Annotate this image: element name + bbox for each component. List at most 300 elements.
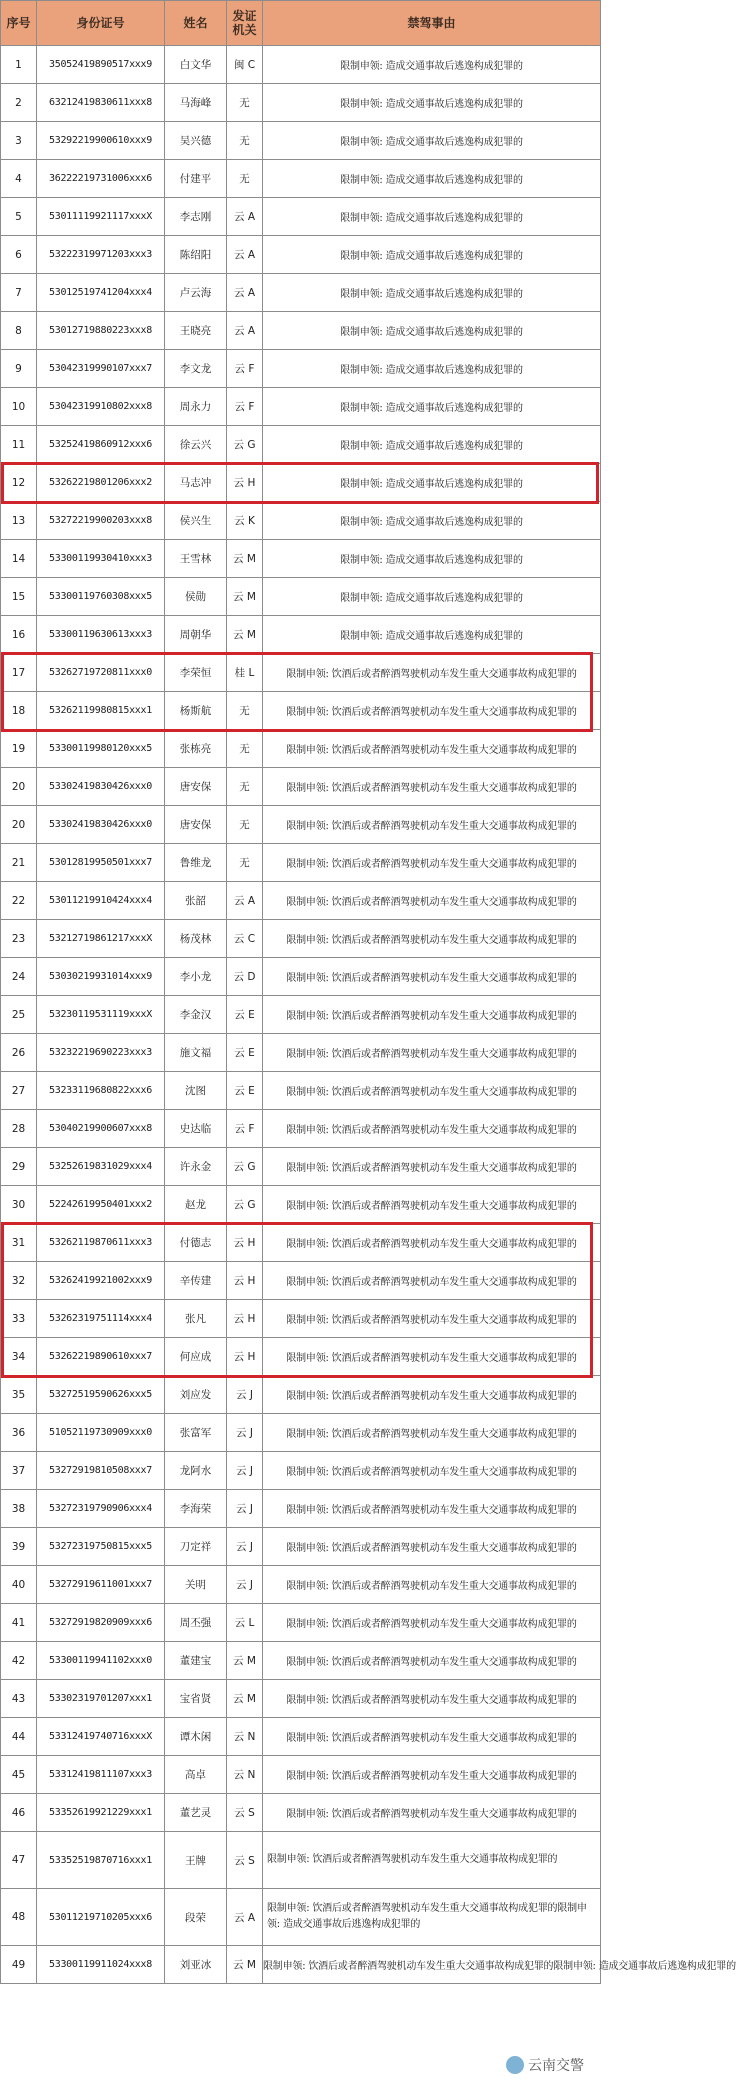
table-row	[1, 84, 601, 122]
cell-ban-reason: 限制申领: 造成交通事故后逃逸构成犯罪的	[263, 616, 601, 654]
table-row	[1, 1110, 601, 1148]
cell-ban-reason: 限制申领: 饮酒后或者醉酒驾驶机动车发生重大交通事故构成犯罪的	[263, 844, 601, 882]
cell-issuing-authority: 云 G	[227, 426, 263, 464]
cell-name: 马志冲	[165, 464, 227, 502]
cell-ban-reason: 限制申领: 造成交通事故后逃逸构成犯罪的	[263, 426, 601, 464]
header-row	[1, 1, 601, 46]
table-row	[1, 958, 601, 996]
header-seq: 序号	[1, 1, 37, 46]
cell-name: 刀定祥	[165, 1528, 227, 1566]
cell-seq: 14	[1, 540, 37, 578]
table-row	[1, 1452, 601, 1490]
cell-issuing-authority: 云 J	[227, 1566, 263, 1604]
cell-ban-reason: 限制申领: 饮酒后或者醉酒驾驶机动车发生重大交通事故构成犯罪的	[263, 692, 601, 730]
cell-id-number: 53272919611001xxx7	[37, 1566, 165, 1604]
cell-id-number: 53300119930410xxx3	[37, 540, 165, 578]
cell-name: 辛传建	[165, 1262, 227, 1300]
cell-issuing-authority: 云 M	[227, 540, 263, 578]
cell-id-number: 53011119921117xxxX	[37, 198, 165, 236]
table-row	[1, 578, 601, 616]
cell-name: 马海峰	[165, 84, 227, 122]
cell-name: 宝省贤	[165, 1680, 227, 1718]
cell-seq: 11	[1, 426, 37, 464]
cell-name: 刘应发	[165, 1376, 227, 1414]
cell-seq: 10	[1, 388, 37, 426]
cell-seq: 30	[1, 1186, 37, 1224]
cell-ban-reason: 限制申领: 饮酒后或者醉酒驾驶机动车发生重大交通事故构成犯罪的	[263, 1680, 601, 1718]
cell-id-number: 36222219731006xxx6	[37, 160, 165, 198]
cell-seq: 46	[1, 1794, 37, 1832]
cell-seq: 33	[1, 1300, 37, 1338]
cell-name: 周丕强	[165, 1604, 227, 1642]
cell-id-number: 53012519741204xxx4	[37, 274, 165, 312]
cell-issuing-authority: 云 H	[227, 1338, 263, 1376]
cell-ban-reason: 限制申领: 饮酒后或者醉酒驾驶机动车发生重大交通事故构成犯罪的限制申领: 造成交通事故后逃逸构成犯罪的	[263, 1889, 601, 1946]
cell-ban-reason: 限制申领: 饮酒后或者醉酒驾驶机动车发生重大交通事故构成犯罪的	[263, 1110, 601, 1148]
cell-ban-reason: 限制申领: 饮酒后或者醉酒驾驶机动车发生重大交通事故构成犯罪的	[263, 920, 601, 958]
header-name: 姓名	[165, 1, 227, 46]
cell-seq: 27	[1, 1072, 37, 1110]
table-row	[1, 1642, 601, 1680]
table-row	[1, 1414, 601, 1452]
cell-id-number: 53302419830426xxx0	[37, 806, 165, 844]
table-row	[1, 616, 601, 654]
cell-id-number: 53302319701207xxx1	[37, 1680, 165, 1718]
cell-seq: 24	[1, 958, 37, 996]
table-row	[1, 122, 601, 160]
table-row	[1, 464, 601, 502]
cell-seq: 19	[1, 730, 37, 768]
cell-ban-reason: 限制申领: 饮酒后或者醉酒驾驶机动车发生重大交通事故构成犯罪的	[263, 1642, 601, 1680]
cell-name: 李小龙	[165, 958, 227, 996]
cell-ban-reason: 限制申领: 饮酒后或者醉酒驾驶机动车发生重大交通事故构成犯罪的	[263, 1832, 601, 1889]
cell-ban-reason: 限制申领: 饮酒后或者醉酒驾驶机动车发生重大交通事故构成犯罪的	[263, 1186, 601, 1224]
cell-seq: 44	[1, 1718, 37, 1756]
cell-seq: 21	[1, 844, 37, 882]
header-ban-reason: 禁驾事由	[263, 1, 601, 46]
cell-name: 董艺灵	[165, 1794, 227, 1832]
cell-id-number: 53252619831029xxx4	[37, 1148, 165, 1186]
cell-ban-reason: 限制申领: 造成交通事故后逃逸构成犯罪的	[263, 578, 601, 616]
cell-issuing-authority: 云 A	[227, 236, 263, 274]
cell-ban-reason: 限制申领: 饮酒后或者醉酒驾驶机动车发生重大交通事故构成犯罪的	[263, 1072, 601, 1110]
cell-issuing-authority: 无	[227, 768, 263, 806]
table-row	[1, 730, 601, 768]
cell-name: 周朝华	[165, 616, 227, 654]
cell-ban-reason: 限制申领: 饮酒后或者醉酒驾驶机动车发生重大交通事故构成犯罪的	[263, 1718, 601, 1756]
cell-seq: 5	[1, 198, 37, 236]
cell-issuing-authority: 云 F	[227, 350, 263, 388]
table-row	[1, 1604, 601, 1642]
cell-issuing-authority: 云 M	[227, 578, 263, 616]
cell-name: 李志刚	[165, 198, 227, 236]
cell-name: 李海荣	[165, 1490, 227, 1528]
cell-id-number: 53212719861217xxxX	[37, 920, 165, 958]
cell-issuing-authority: 云 J	[227, 1414, 263, 1452]
cell-name: 侯兴生	[165, 502, 227, 540]
cell-ban-reason: 限制申领: 饮酒后或者醉酒驾驶机动车发生重大交通事故构成犯罪的	[263, 654, 601, 692]
cell-ban-reason: 限制申领: 造成交通事故后逃逸构成犯罪的	[263, 312, 601, 350]
cell-issuing-authority: 云 J	[227, 1528, 263, 1566]
cell-seq: 39	[1, 1528, 37, 1566]
cell-issuing-authority: 云 G	[227, 1186, 263, 1224]
cell-seq: 20	[1, 768, 37, 806]
table-row	[1, 540, 601, 578]
cell-name: 张富军	[165, 1414, 227, 1452]
cell-issuing-authority: 云 A	[227, 1889, 263, 1946]
cell-id-number: 53292219900610xxx9	[37, 122, 165, 160]
cell-name: 杨茂林	[165, 920, 227, 958]
table-row	[1, 1528, 601, 1566]
cell-ban-reason: 限制申领: 造成交通事故后逃逸构成犯罪的	[263, 122, 601, 160]
table-row	[1, 1490, 601, 1528]
cell-id-number: 35052419890517xxx9	[37, 46, 165, 84]
cell-issuing-authority: 云 E	[227, 996, 263, 1034]
cell-issuing-authority: 云 C	[227, 920, 263, 958]
cell-issuing-authority: 云 H	[227, 1300, 263, 1338]
cell-ban-reason: 限制申领: 造成交通事故后逃逸构成犯罪的	[263, 198, 601, 236]
table-row	[1, 1148, 601, 1186]
cell-seq: 45	[1, 1756, 37, 1794]
cell-issuing-authority: 云 H	[227, 464, 263, 502]
cell-id-number: 53300119911024xxx8	[37, 1946, 165, 1984]
cell-name: 付德志	[165, 1224, 227, 1262]
cell-seq: 20	[1, 806, 37, 844]
cell-ban-reason: 限制申领: 饮酒后或者醉酒驾驶机动车发生重大交通事故构成犯罪的	[263, 1224, 601, 1262]
cell-id-number: 53012719880223xxx8	[37, 312, 165, 350]
cell-issuing-authority: 云 E	[227, 1072, 263, 1110]
table-row	[1, 844, 601, 882]
cell-seq: 35	[1, 1376, 37, 1414]
table-row	[1, 882, 601, 920]
cell-id-number: 53302419830426xxx0	[37, 768, 165, 806]
cell-name: 王雪林	[165, 540, 227, 578]
cell-seq: 3	[1, 122, 37, 160]
cell-issuing-authority: 云 E	[227, 1034, 263, 1072]
table-row	[1, 426, 601, 464]
cell-issuing-authority: 云 G	[227, 1148, 263, 1186]
cell-name: 李金汉	[165, 996, 227, 1034]
cell-issuing-authority: 云 S	[227, 1832, 263, 1889]
cell-seq: 25	[1, 996, 37, 1034]
cell-id-number: 63212419830611xxx8	[37, 84, 165, 122]
cell-issuing-authority: 云 J	[227, 1452, 263, 1490]
cell-name: 何应成	[165, 1338, 227, 1376]
cell-issuing-authority: 云 H	[227, 1224, 263, 1262]
cell-ban-reason: 限制申领: 饮酒后或者醉酒驾驶机动车发生重大交通事故构成犯罪的	[263, 1528, 601, 1566]
cell-seq: 32	[1, 1262, 37, 1300]
table-row	[1, 388, 601, 426]
cell-ban-reason: 限制申领: 饮酒后或者醉酒驾驶机动车发生重大交通事故构成犯罪的	[263, 1148, 601, 1186]
cell-issuing-authority: 云 F	[227, 388, 263, 426]
cell-name: 唐安保	[165, 768, 227, 806]
cell-issuing-authority: 云 K	[227, 502, 263, 540]
cell-issuing-authority: 云 F	[227, 1110, 263, 1148]
cell-ban-reason: 限制申领: 造成交通事故后逃逸构成犯罪的	[263, 84, 601, 122]
cell-name: 关明	[165, 1566, 227, 1604]
cell-seq: 6	[1, 236, 37, 274]
cell-name: 王晓亮	[165, 312, 227, 350]
cell-seq: 7	[1, 274, 37, 312]
table-row	[1, 920, 601, 958]
cell-ban-reason: 限制申领: 饮酒后或者醉酒驾驶机动车发生重大交通事故构成犯罪的限制申领: 造成交通事故后逃逸构成犯罪的	[263, 1946, 601, 1984]
cell-id-number: 53300119760308xxx5	[37, 578, 165, 616]
cell-seq: 15	[1, 578, 37, 616]
cell-id-number: 53042319990107xxx7	[37, 350, 165, 388]
cell-id-number: 53312419811107xxx3	[37, 1756, 165, 1794]
table-row	[1, 1794, 601, 1832]
cell-id-number: 53012819950501xxx7	[37, 844, 165, 882]
cell-ban-reason: 限制申领: 造成交通事故后逃逸构成犯罪的	[263, 540, 601, 578]
cell-seq: 29	[1, 1148, 37, 1186]
cell-name: 王牌	[165, 1832, 227, 1889]
cell-id-number: 53352619921229xxx1	[37, 1794, 165, 1832]
table-row	[1, 46, 601, 84]
cell-seq: 1	[1, 46, 37, 84]
cell-ban-reason: 限制申领: 造成交通事故后逃逸构成犯罪的	[263, 502, 601, 540]
cell-ban-reason: 限制申领: 饮酒后或者醉酒驾驶机动车发生重大交通事故构成犯罪的	[263, 1490, 601, 1528]
cell-issuing-authority: 云 L	[227, 1604, 263, 1642]
cell-issuing-authority: 云 D	[227, 958, 263, 996]
cell-id-number: 53300119980120xxx5	[37, 730, 165, 768]
cell-issuing-authority: 无	[227, 122, 263, 160]
cell-name: 侯勋	[165, 578, 227, 616]
cell-ban-reason: 限制申领: 饮酒后或者醉酒驾驶机动车发生重大交通事故构成犯罪的	[263, 882, 601, 920]
cell-ban-reason: 限制申领: 饮酒后或者醉酒驾驶机动车发生重大交通事故构成犯罪的	[263, 1756, 601, 1794]
cell-name: 徐云兴	[165, 426, 227, 464]
cell-id-number: 53300119941102xxx0	[37, 1642, 165, 1680]
cell-ban-reason: 限制申领: 饮酒后或者醉酒驾驶机动车发生重大交通事故构成犯罪的	[263, 806, 601, 844]
cell-seq: 17	[1, 654, 37, 692]
cell-name: 付建平	[165, 160, 227, 198]
cell-id-number: 53222319971203xxx3	[37, 236, 165, 274]
cell-issuing-authority: 云 A	[227, 312, 263, 350]
table-row	[1, 996, 601, 1034]
cell-id-number: 53300119630613xxx3	[37, 616, 165, 654]
table-row	[1, 198, 601, 236]
table-row	[1, 236, 601, 274]
cell-name: 刘亚冰	[165, 1946, 227, 1984]
table-row	[1, 1566, 601, 1604]
cell-name: 卢云海	[165, 274, 227, 312]
cell-seq: 22	[1, 882, 37, 920]
cell-issuing-authority: 云 A	[227, 882, 263, 920]
cell-name: 段荣	[165, 1889, 227, 1946]
table-row	[1, 1224, 601, 1262]
cell-issuing-authority: 无	[227, 844, 263, 882]
table-row	[1, 1680, 601, 1718]
cell-id-number: 53262419921002xxx9	[37, 1262, 165, 1300]
cell-issuing-authority: 云 M	[227, 1680, 263, 1718]
cell-id-number: 53272919820909xxx6	[37, 1604, 165, 1642]
cell-seq: 40	[1, 1566, 37, 1604]
cell-ban-reason: 限制申领: 饮酒后或者醉酒驾驶机动车发生重大交通事故构成犯罪的	[263, 730, 601, 768]
cell-id-number: 53272219900203xxx8	[37, 502, 165, 540]
cell-ban-reason: 限制申领: 造成交通事故后逃逸构成犯罪的	[263, 350, 601, 388]
cell-ban-reason: 限制申领: 饮酒后或者醉酒驾驶机动车发生重大交通事故构成犯罪的	[263, 1376, 601, 1414]
cell-name: 陈绍阳	[165, 236, 227, 274]
cell-id-number: 53042319910802xxx8	[37, 388, 165, 426]
cell-name: 张韶	[165, 882, 227, 920]
cell-ban-reason: 限制申领: 饮酒后或者醉酒驾驶机动车发生重大交通事故构成犯罪的	[263, 1034, 601, 1072]
cell-ban-reason: 限制申领: 饮酒后或者醉酒驾驶机动车发生重大交通事故构成犯罪的	[263, 958, 601, 996]
cell-ban-reason: 限制申领: 饮酒后或者醉酒驾驶机动车发生重大交通事故构成犯罪的	[263, 1262, 601, 1300]
cell-seq: 13	[1, 502, 37, 540]
cell-seq: 9	[1, 350, 37, 388]
table-row	[1, 806, 601, 844]
cell-name: 谭木闲	[165, 1718, 227, 1756]
cell-name: 许永金	[165, 1148, 227, 1186]
cell-issuing-authority: 无	[227, 692, 263, 730]
table-row	[1, 350, 601, 388]
cell-ban-reason: 限制申领: 饮酒后或者醉酒驾驶机动车发生重大交通事故构成犯罪的	[263, 1794, 601, 1832]
header-issuing-authority: 发证 机关	[227, 1, 263, 46]
table-row	[1, 1186, 601, 1224]
cell-ban-reason: 限制申领: 饮酒后或者醉酒驾驶机动车发生重大交通事故构成犯罪的	[263, 768, 601, 806]
cell-seq: 18	[1, 692, 37, 730]
cell-id-number: 53252419860912xxx6	[37, 426, 165, 464]
cell-seq: 26	[1, 1034, 37, 1072]
table-row	[1, 1262, 601, 1300]
cell-issuing-authority: 云 J	[227, 1490, 263, 1528]
watermark	[500, 2053, 590, 2077]
cell-issuing-authority: 云 M	[227, 1946, 263, 1984]
cell-issuing-authority: 云 S	[227, 1794, 263, 1832]
table-row	[1, 692, 601, 730]
cell-seq: 2	[1, 84, 37, 122]
cell-ban-reason: 限制申领: 饮酒后或者醉酒驾驶机动车发生重大交通事故构成犯罪的	[263, 1452, 601, 1490]
table-row	[1, 1756, 601, 1794]
cell-id-number: 53230119531119xxxX	[37, 996, 165, 1034]
cell-ban-reason: 限制申领: 饮酒后或者醉酒驾驶机动车发生重大交通事故构成犯罪的	[263, 1300, 601, 1338]
cell-id-number: 53312419740716xxxX	[37, 1718, 165, 1756]
cell-ban-reason: 限制申领: 造成交通事故后逃逸构成犯罪的	[263, 46, 601, 84]
cell-name: 李文龙	[165, 350, 227, 388]
table-row	[1, 1034, 601, 1072]
table-row	[1, 1376, 601, 1414]
cell-name: 史达临	[165, 1110, 227, 1148]
cell-ban-reason: 限制申领: 饮酒后或者醉酒驾驶机动车发生重大交通事故构成犯罪的	[263, 1604, 601, 1642]
cell-name: 龙阿水	[165, 1452, 227, 1490]
cell-issuing-authority: 云 M	[227, 616, 263, 654]
cell-id-number: 53262119980815xxx1	[37, 692, 165, 730]
cell-name: 杨斯航	[165, 692, 227, 730]
cell-issuing-authority: 闽 C	[227, 46, 263, 84]
table-row	[1, 1338, 601, 1376]
cell-seq: 47	[1, 1832, 37, 1889]
cell-ban-reason: 限制申领: 造成交通事故后逃逸构成犯罪的	[263, 464, 601, 502]
cell-ban-reason: 限制申领: 造成交通事故后逃逸构成犯罪的	[263, 236, 601, 274]
cell-name: 吴兴德	[165, 122, 227, 160]
cell-name: 施文福	[165, 1034, 227, 1072]
cell-issuing-authority: 云 N	[227, 1718, 263, 1756]
table-row	[1, 502, 601, 540]
cell-id-number: 53272319750815xxx5	[37, 1528, 165, 1566]
cell-seq: 23	[1, 920, 37, 958]
cell-name: 赵龙	[165, 1186, 227, 1224]
cell-id-number: 53272919810508xxx7	[37, 1452, 165, 1490]
cell-name: 鲁维龙	[165, 844, 227, 882]
cell-issuing-authority: 无	[227, 806, 263, 844]
table-row	[1, 1832, 601, 1889]
cell-ban-reason: 限制申领: 饮酒后或者醉酒驾驶机动车发生重大交通事故构成犯罪的	[263, 1566, 601, 1604]
table-row	[1, 1718, 601, 1756]
cell-seq: 31	[1, 1224, 37, 1262]
watermark-text: 云南交警	[528, 2058, 584, 2074]
cell-name: 董建宝	[165, 1642, 227, 1680]
cell-seq: 49	[1, 1946, 37, 1984]
table-row	[1, 274, 601, 312]
cell-seq: 8	[1, 312, 37, 350]
cell-seq: 4	[1, 160, 37, 198]
cell-seq: 43	[1, 1680, 37, 1718]
cell-seq: 12	[1, 464, 37, 502]
cell-seq: 42	[1, 1642, 37, 1680]
cell-issuing-authority: 云 N	[227, 1756, 263, 1794]
cell-id-number: 53262319751114xxx4	[37, 1300, 165, 1338]
cell-name: 白文华	[165, 46, 227, 84]
cell-name: 高卓	[165, 1756, 227, 1794]
cell-ban-reason: 限制申领: 饮酒后或者醉酒驾驶机动车发生重大交通事故构成犯罪的	[263, 1338, 601, 1376]
table-row	[1, 1300, 601, 1338]
cell-id-number: 53040219900607xxx8	[37, 1110, 165, 1148]
cell-seq: 16	[1, 616, 37, 654]
table-row	[1, 654, 601, 692]
table-row	[1, 1072, 601, 1110]
cell-id-number: 53272319790906xxx4	[37, 1490, 165, 1528]
cell-id-number: 53011219710205xxx6	[37, 1889, 165, 1946]
table-row	[1, 1889, 601, 1946]
table-row	[1, 768, 601, 806]
cell-issuing-authority: 桂 L	[227, 654, 263, 692]
cell-issuing-authority: 无	[227, 84, 263, 122]
header-id-number: 身份证号	[37, 1, 165, 46]
cell-seq: 28	[1, 1110, 37, 1148]
cell-id-number: 52242619950401xxx2	[37, 1186, 165, 1224]
cell-seq: 38	[1, 1490, 37, 1528]
cell-id-number: 53233119680822xxx6	[37, 1072, 165, 1110]
cell-name: 唐安保	[165, 806, 227, 844]
cell-id-number: 53262719720811xxx0	[37, 654, 165, 692]
cell-seq: 48	[1, 1889, 37, 1946]
cell-ban-reason: 限制申领: 造成交通事故后逃逸构成犯罪的	[263, 274, 601, 312]
cell-seq: 36	[1, 1414, 37, 1452]
wechat-logo-icon	[506, 2056, 524, 2074]
cell-id-number: 53262219890610xxx7	[37, 1338, 165, 1376]
cell-id-number: 53262119870611xxx3	[37, 1224, 165, 1262]
cell-name: 张凡	[165, 1300, 227, 1338]
cell-seq: 37	[1, 1452, 37, 1490]
cell-ban-reason: 限制申领: 造成交通事故后逃逸构成犯罪的	[263, 388, 601, 426]
table-row	[1, 312, 601, 350]
cell-name: 李荣恒	[165, 654, 227, 692]
cell-issuing-authority: 云 A	[227, 198, 263, 236]
cell-id-number: 53030219931014xxx9	[37, 958, 165, 996]
table-row	[1, 1946, 601, 1984]
cell-issuing-authority: 云 A	[227, 274, 263, 312]
cell-ban-reason: 限制申领: 饮酒后或者醉酒驾驶机动车发生重大交通事故构成犯罪的	[263, 996, 601, 1034]
cell-name: 张栋亮	[165, 730, 227, 768]
cell-seq: 34	[1, 1338, 37, 1376]
cell-id-number: 51052119730909xxx0	[37, 1414, 165, 1452]
table-row	[1, 160, 601, 198]
cell-seq: 41	[1, 1604, 37, 1642]
cell-issuing-authority: 云 M	[227, 1642, 263, 1680]
cell-id-number: 53272519590626xxx5	[37, 1376, 165, 1414]
cell-id-number: 53262219801206xxx2	[37, 464, 165, 502]
cell-issuing-authority: 无	[227, 160, 263, 198]
cell-ban-reason: 限制申领: 造成交通事故后逃逸构成犯罪的	[263, 160, 601, 198]
